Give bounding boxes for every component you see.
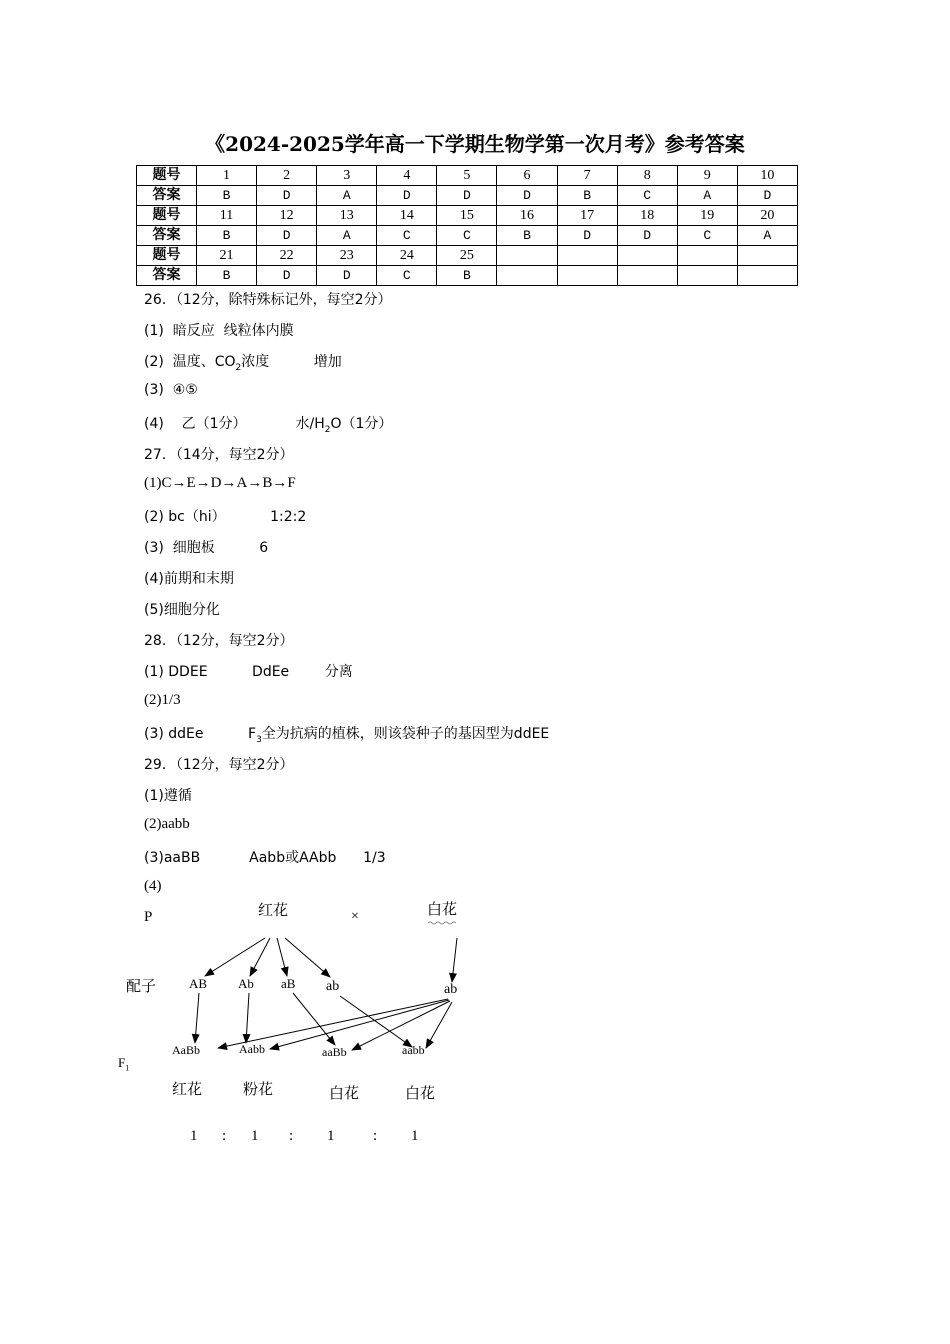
answer-cell: C: [677, 226, 737, 246]
answer-cell: D: [737, 186, 797, 206]
question-number-cell: 3: [317, 166, 377, 186]
question-number-cell: 1: [197, 166, 257, 186]
arrow-red-to-aB: [277, 938, 287, 976]
question-number-cell: 22: [257, 246, 317, 266]
q27-answer-5: (5)细胞分化: [144, 602, 220, 618]
page-title: 《2024-2025学年高一下学期生物学第一次月考》参考答案: [205, 132, 745, 156]
arrow-AB-to-AaBb: [195, 993, 199, 1043]
phenotype-pink: 粉花: [243, 1080, 274, 1098]
answer-cell: D: [497, 186, 557, 206]
gamete-aB: aB: [281, 976, 296, 991]
question-number-cell: 21: [197, 246, 257, 266]
gamete-ab: ab: [326, 979, 340, 994]
question-number-cell: 7: [557, 166, 617, 186]
answer-cell: D: [257, 226, 317, 246]
answer-cell: D: [377, 186, 437, 206]
answer-cell: D: [317, 266, 377, 286]
row-header-answer: 答案: [137, 266, 197, 286]
ratio-2: 1: [251, 1128, 259, 1144]
gamete-AB: AB: [189, 976, 208, 991]
ratio-4: 1: [411, 1128, 419, 1144]
answer-cell: D: [257, 186, 317, 206]
question-number-cell: 19: [677, 206, 737, 226]
answer-cell: D: [557, 226, 617, 246]
ratio-sep-1: :: [222, 1128, 227, 1144]
phenotype-white-2: 白花: [405, 1084, 436, 1102]
offspring-aabb: aabb: [402, 1043, 425, 1057]
p-label: P: [144, 909, 153, 925]
question-number-cell: 13: [317, 206, 377, 226]
question-number-cell: 18: [617, 206, 677, 226]
question-number-cell: 17: [557, 206, 617, 226]
question-number-cell: 8: [617, 166, 677, 186]
row-header-number: 题号: [137, 246, 197, 266]
q26-answer-4: (4) 乙（1分） 水$/H_2O(1$分）: [144, 416, 393, 435]
q29-answer-2: (2)aabb: [144, 816, 190, 832]
parent-red-flower: 红花: [258, 901, 289, 919]
offspring-Aabb: Aabb: [239, 1042, 265, 1056]
q29-answer-3: (3)aaBB Aabb或AAbb 1/3: [144, 850, 386, 866]
q27-answer-1: (1)C→E→D→A→B→F: [144, 475, 296, 491]
answer-cell: C: [377, 266, 437, 286]
arrow-red-to-AB: [205, 938, 265, 976]
answer-cell: A: [317, 226, 377, 246]
question-number-cell: 20: [737, 206, 797, 226]
q29-answer-4: (4): [144, 878, 162, 894]
row-header-number: 题号: [137, 206, 197, 226]
arrow-red-to-Ab: [250, 938, 270, 976]
answer-cell: B: [557, 186, 617, 206]
parent-white-flower: 白花: [427, 900, 458, 918]
answer-cell: B: [497, 226, 557, 246]
ratio-sep-2: :: [289, 1128, 294, 1144]
answer-cell: B: [197, 226, 257, 246]
answer-cell: A: [317, 186, 377, 206]
ratio-sep-3: :: [373, 1128, 378, 1144]
gamete-label: 配子: [126, 977, 157, 995]
arrow-wab-to-aabb: [426, 1002, 452, 1048]
phenotype-red: 红花: [172, 1080, 203, 1098]
phenotype-white-1: 白花: [329, 1084, 360, 1102]
f1-label: $F_1$: [118, 1055, 130, 1073]
question-number-cell: 10: [737, 166, 797, 186]
wavy-underline: [428, 922, 456, 924]
answer-cell: B: [197, 186, 257, 206]
question-number-cell: 6: [497, 166, 557, 186]
q26-heading: 26．（12分，除特殊标记外，每空2分）: [144, 292, 392, 308]
arrow-red-to-ab: [285, 938, 330, 977]
q29-answer-1: (1)遵循: [144, 788, 192, 804]
answer-cell: C: [617, 186, 677, 206]
answer-cell: A: [677, 186, 737, 206]
q28-heading: 28．（12分，每空2分）: [144, 633, 294, 649]
q26-answer-1: (1) 暗反应 线粒体内膜: [144, 323, 294, 339]
q26-answer-2: (2) 温度、$CO_2$浓度 增加: [144, 354, 342, 373]
question-number-cell: 12: [257, 206, 317, 226]
row-header-answer: 答案: [137, 186, 197, 206]
arrow-white-to-ab: [452, 938, 457, 982]
question-number-cell: 2: [257, 166, 317, 186]
row-header-answer: 答案: [137, 226, 197, 246]
question-number-cell: 5: [437, 166, 497, 186]
q28-answer-3: (3) ddEe $F_3$全为抗病的植株，则该袋种子的基因型为ddEE: [144, 726, 550, 745]
gamete-Ab: Ab: [238, 976, 254, 991]
question-number-cell: 15: [437, 206, 497, 226]
q28-answer-1: (1) DDEE DdEe 分离: [144, 664, 353, 680]
q28-answer-2: (2)1/3: [144, 692, 181, 708]
ratio-3: 1: [327, 1128, 335, 1144]
question-number-cell: 9: [677, 166, 737, 186]
answer-cell: B: [437, 266, 497, 286]
question-number-cell: 14: [377, 206, 437, 226]
answer-cell: D: [617, 226, 677, 246]
arrow-wab-to-aaBb: [352, 1001, 450, 1050]
gamete-white-ab: ab: [444, 982, 458, 997]
row-header-number: 题号: [137, 166, 197, 186]
arrow-Ab-to-Aabb: [246, 993, 249, 1043]
q27-answer-4: (4)前期和末期: [144, 571, 234, 587]
arrow-ab-to-aabb: [340, 996, 412, 1047]
q27-answer-3: (3) 细胞板 6: [144, 540, 269, 556]
offspring-aaBb: aaBb: [322, 1045, 347, 1059]
q26-answer-3: (3) ④⑤: [144, 382, 198, 398]
answer-cell: C: [377, 226, 437, 246]
answer-cell: C: [437, 226, 497, 246]
q27-heading: 27．（14分，每空2分）: [144, 447, 294, 463]
question-number-cell: 11: [197, 206, 257, 226]
offspring-AaBb: AaBb: [172, 1043, 200, 1057]
arrow-wab-to-Aabb: [270, 1000, 449, 1049]
question-number-cell: 23: [317, 246, 377, 266]
answer-cell: D: [437, 186, 497, 206]
answer-cell: D: [257, 266, 317, 286]
ratio-1: 1: [190, 1128, 198, 1144]
arrow-wab-to-AaBb: [218, 999, 448, 1048]
question-number-cell: 24: [377, 246, 437, 266]
cross-sign: ×: [351, 909, 359, 924]
question-number-cell: 16: [497, 206, 557, 226]
question-number-cell: 25: [437, 246, 497, 266]
answer-cell: B: [197, 266, 257, 286]
question-number-cell: 4: [377, 166, 437, 186]
q27-answer-2: (2) bc（hi） 1:2:2: [144, 509, 307, 525]
q29-heading: 29．（12分，每空2分）: [144, 757, 294, 773]
answer-cell: A: [737, 226, 797, 246]
